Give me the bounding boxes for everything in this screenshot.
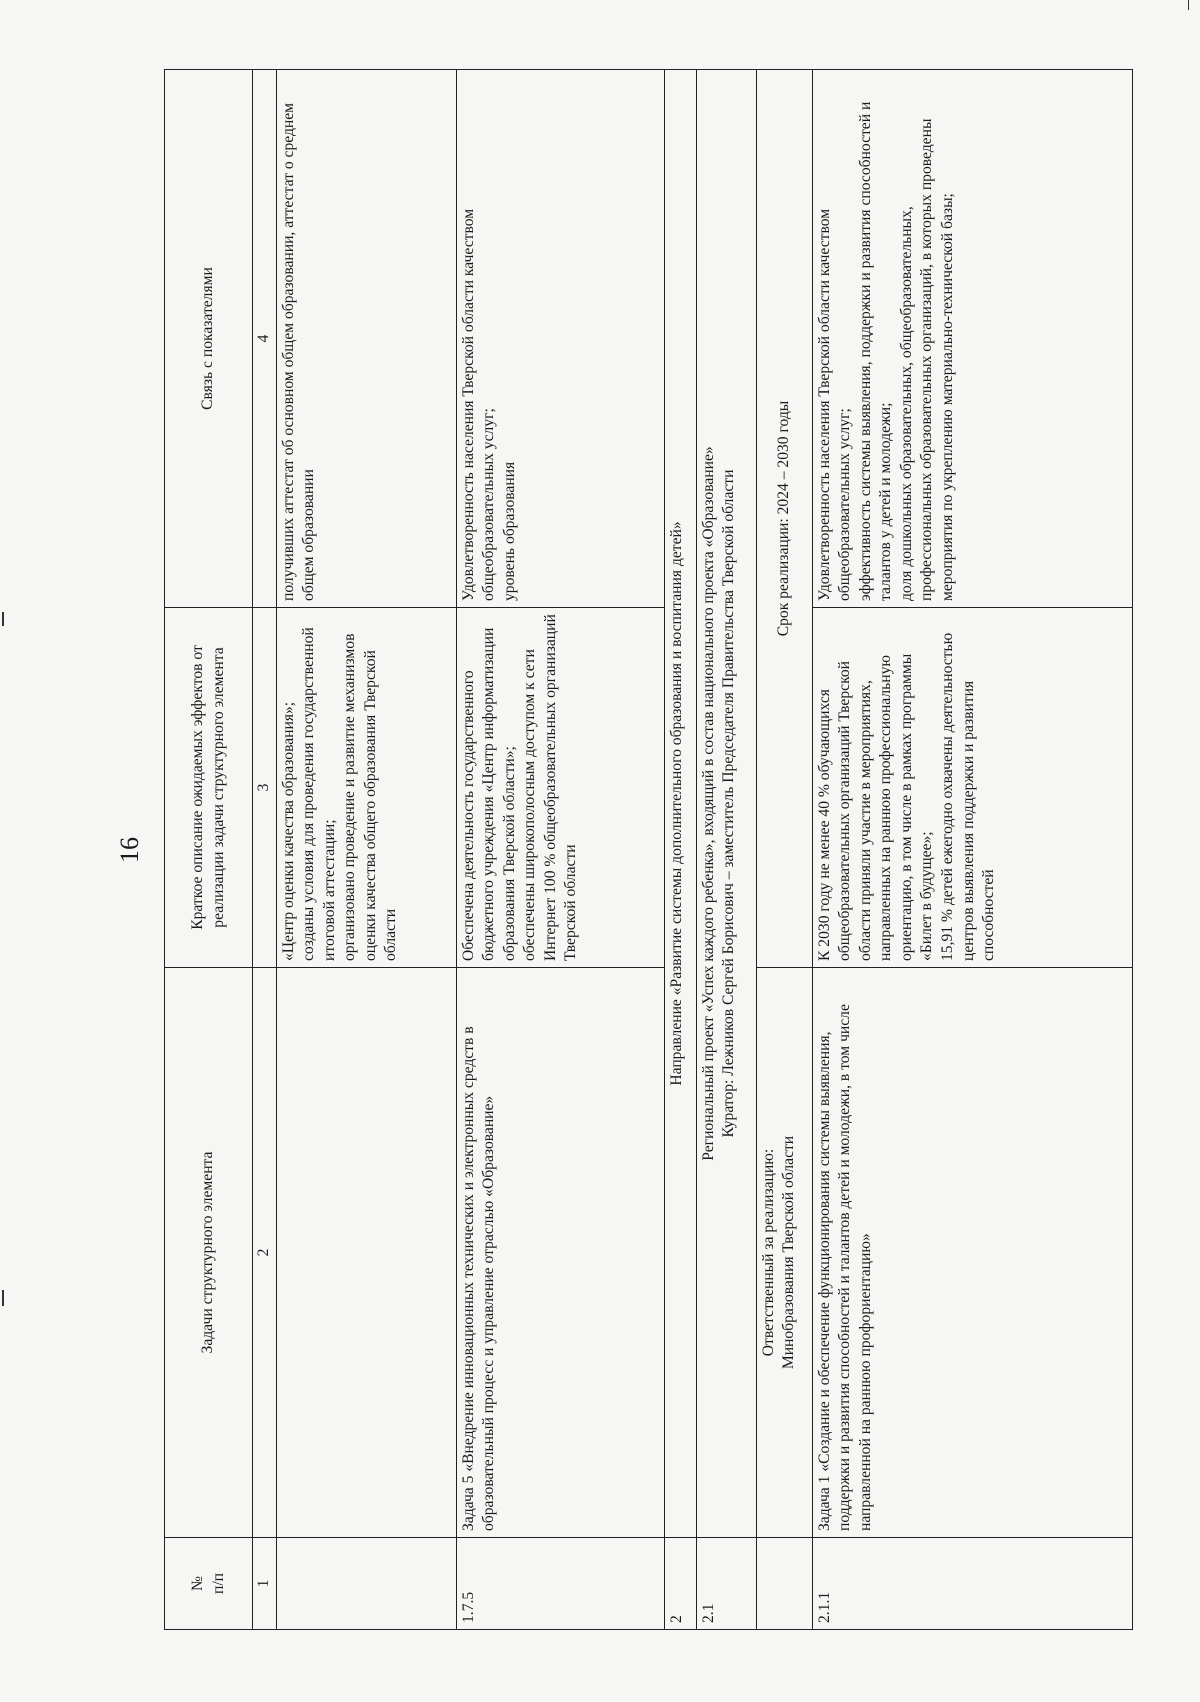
row-num: 2.1.1 <box>812 1538 1132 1630</box>
header-effects: Краткое описание ожидаемых эффектов от реализации задачи структурного элемента <box>165 608 253 968</box>
direction-title: Направление «Развитие системы дополнительного образования и воспитания детей» <box>664 70 696 1538</box>
project-curator: Куратор: Лежников Сергей Борисович – заместитель Председателя Правительства Тверской области <box>720 469 738 1138</box>
header-link: Связь с показателями <box>165 70 253 608</box>
row-task <box>276 968 456 1538</box>
row-num <box>756 1538 812 1630</box>
row-num: 1.7.5 <box>456 1538 664 1630</box>
project-title: Региональный проект «Успех каждого ребенка», входящий в состав национального проекта «Образование» <box>699 446 717 1161</box>
row-effects: «Центр оценки качества образования»; созданы условия для проведения государственной итоговой аттестации; организовано проведение и развитие механизмов оценки качества общего образования Тверской области <box>276 608 456 968</box>
table-row <box>456 70 664 1630</box>
row-link: получивших аттестат об основном общем образовании, аттестат о среднем общем образовании <box>276 70 456 608</box>
project-row <box>696 70 756 1630</box>
column-number: 3 <box>253 608 277 968</box>
project-cell <box>696 70 756 1538</box>
row-num: 2.1 <box>696 1538 756 1630</box>
program-table <box>164 69 1133 1630</box>
header-row <box>165 70 253 1630</box>
direction-row <box>664 70 696 1630</box>
column-number: 1 <box>253 1538 277 1630</box>
table-row <box>812 70 1132 1630</box>
page-number: 16 <box>115 837 144 863</box>
responsible-cell: Ответственный за реализацию: Минобразования Тверской области <box>756 968 812 1538</box>
row-task: Задача 1 «Создание и обеспечение функционирования системы выявления, поддержки и развития способностей и талантов детей и молодежи, в том числе направленной на раннюю профориентацию» <box>812 968 1132 1538</box>
row-num <box>276 1538 456 1630</box>
scan-edge-mark <box>2 612 4 626</box>
term-cell: Срок реализации: 2024 – 2030 годы <box>756 70 812 968</box>
column-number: 2 <box>253 968 277 1538</box>
row-link: Удовлетворенность населения Тверской области качеством общеобразовательных услуг; эффективность системы выявления, поддержки и развития способностей и талантов у детей и молодежи; доля дошкольных образовательных, общеобразовательных, профессиональных образовательных организаций, в которых проведены мероприятия по укреплению материально-технической базы; <box>812 70 1132 608</box>
scan-edge-mark <box>1188 0 1189 10</box>
header-task: Задачи структурного элемента <box>165 968 253 1538</box>
column-number: 4 <box>253 70 277 608</box>
row-num: 2 <box>664 1538 696 1630</box>
row-effects: Обеспечена деятельность государственного бюджетного учреждения «Центр информатизации образования Тверской области»; обеспечены широкополосным доступом к сети Интернет 100 % общеобразовательных организаций Тверской области <box>456 608 664 968</box>
row-task: Задача 5 «Внедрение инновационных технических и электронных средств в образовательный процесс и управление отраслью «Образование» <box>456 968 664 1538</box>
header-num: № п/п <box>165 1538 253 1630</box>
row-effects: К 2030 году не менее 40 % обучающихся общеобразовательных организаций Тверской области приняли участие в мероприятиях, направленных на раннюю профессиональную ориентацию, в том числе в рамках программы «Билет в будущее»; 15,91 % детей ежегодно охвачены деятельностью центров выявления поддержки и развития способностей <box>812 608 1132 968</box>
rotated-table-container <box>164 70 1200 1630</box>
scan-edge-mark <box>2 1290 4 1306</box>
row-link: Удовлетворенность населения Тверской области качеством общеобразовательных услуг; уровень образования <box>456 70 664 608</box>
column-number-row <box>253 70 277 1630</box>
table-row <box>276 70 456 1630</box>
responsible-row <box>756 70 812 1630</box>
